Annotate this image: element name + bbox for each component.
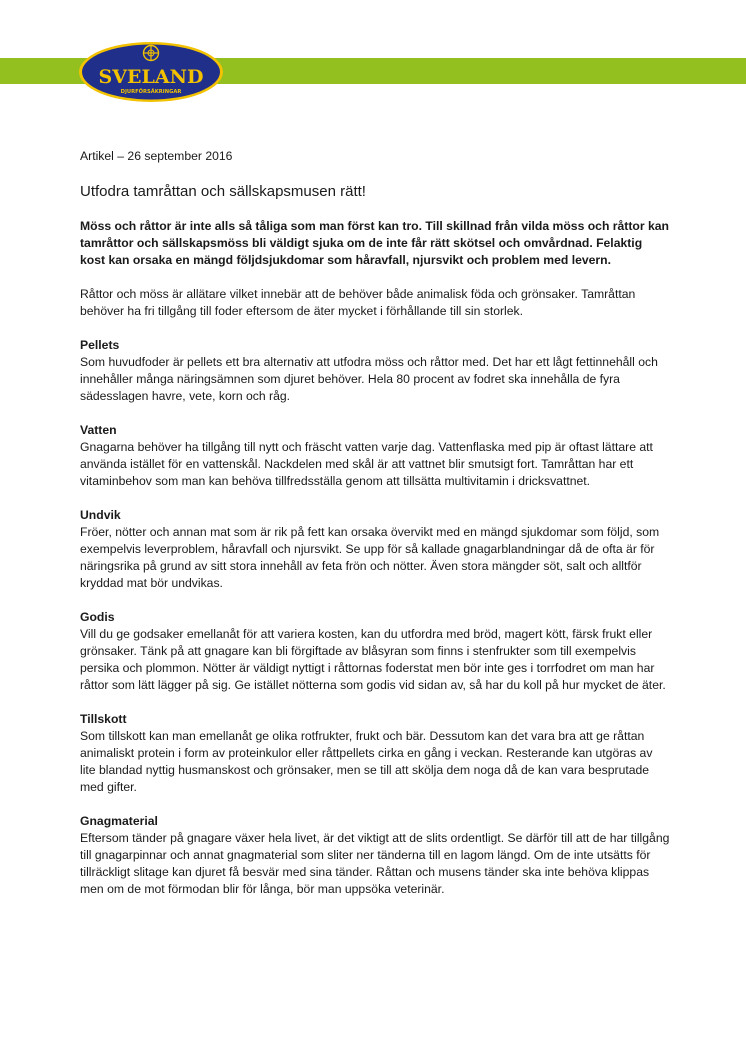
section-undvik bbox=[80, 507, 670, 592]
logo-brand: SVELAND bbox=[98, 66, 204, 88]
logo-tagline: DJURFÖRSÄKRINGAR bbox=[120, 89, 182, 95]
section-godis bbox=[80, 609, 670, 694]
section-heading: Undvik bbox=[80, 508, 121, 522]
section-heading: Gnagmaterial bbox=[80, 814, 158, 828]
article-title: Utfodra tamråttan och sällskapsmusen rätt! bbox=[80, 183, 366, 200]
section-text: Som huvudfoder är pellets ett bra alternativ att utfodra möss och råttor med. Det har ett lågt fettinnehåll och innehåller många näringsämnen som djuret behöver. Hela 80 procent av fodret ska innehålla de fyra sädesslagen havre, vete, korn och råg. bbox=[80, 355, 658, 403]
crest-icon bbox=[144, 46, 159, 61]
section-pellets bbox=[80, 337, 670, 405]
section-text: Gnagarna behöver ha tillgång till nytt och fräscht vatten varje dag. Vattenflaska med pip är oftast lättare att använda istället för en vattenskål. Nackdelen med skål är att vattnet blir smutsigt fort. Tamråttan har ett vitaminbehov som man kan behöva tillfredsställa genom att tillsätta multivitamin i dricksvattnet. bbox=[80, 440, 653, 488]
article-intro: Råttor och möss är allätare vilket innebär att de behöver både animalisk föda och grönsaker. Tamråttan behöver ha fri tillgång till foder eftersom de äter mycket i förhållande till sin storlek. bbox=[80, 287, 636, 318]
sveland-logo bbox=[77, 38, 225, 104]
article-lead: Möss och råttor är inte alls så tåliga som man först kan tro. Till skillnad från vilda möss och råttor kan tamråttor och sällskapsmöss bli väldigt sjuka om de inte får rätt skötsel och omvårdnad. Felaktig kost kan orsaka en mängd följdsjukdomar som håravfall, njursvikt och problem med levern. bbox=[80, 219, 669, 267]
section-text: Vill du ge godsaker emellanåt för att variera kosten, kan du utfordra med bröd, magert kött, färsk frukt eller grönsaker. Tänk på att gnagare kan bli förgiftade av blåsyran som finns i stenfrukter som till exempelvis persika och plommon. Nötter är väldigt nyttigt i råttornas foderstat men bör inte ges i torrfodret om man har råttor som lätt lägger på sig. Ge istället nötterna som godis vid sidan av, så har du koll på hur mycket de äter. bbox=[80, 627, 666, 692]
section-heading: Pellets bbox=[80, 338, 120, 352]
section-heading: Vatten bbox=[80, 423, 117, 437]
article-meta: Artikel – 26 september 2016 bbox=[80, 149, 233, 163]
section-heading: Godis bbox=[80, 610, 115, 624]
section-vatten bbox=[80, 422, 670, 490]
section-text: Fröer, nötter och annan mat som är rik på fett kan orsaka övervikt med en mängd sjukdomar som följd, som exempelvis leverproblem, håravfall och njursvikt. Se upp för så kallade gnagarblandningar då de ofta är för näringsrika på grund av sitt stora innehåll av feta frön och nötter. Även stora mängder söt, salt och alltför kryddad mat bör undvikas. bbox=[80, 525, 660, 590]
section-text: Eftersom tänder på gnagare växer hela livet, är det viktigt att de slits ordentligt. Se därför till att de har tillgång till gnagarpinnar och annat gnagmaterial som sliter ner tänderna till en lagom längd. Om de inte utsätts för tillräckligt slitage kan djuret få besvär med sina tänder. Råttan och musens tänder ska inte behöva klippas men om de mot förmodan blir för långa, bör man uppsöka veterinär. bbox=[80, 831, 670, 896]
article bbox=[80, 148, 670, 915]
section-heading: Tillskott bbox=[80, 712, 127, 726]
section-gnagmaterial bbox=[80, 813, 670, 898]
section-tillskott bbox=[80, 711, 670, 796]
section-text: Som tillskott kan man emellanåt ge olika rotfrukter, frukt och bär. Dessutom kan det vara bra att ge råttan animaliskt protein i form av proteinkulor eller råttpellets cirka en gång i veckan. Resterande kan utgöras av lite blandad nyttig husmanskost och grönsaker, men se till att skölja dem noga då de kan vara besprutade med gifter. bbox=[80, 729, 653, 794]
